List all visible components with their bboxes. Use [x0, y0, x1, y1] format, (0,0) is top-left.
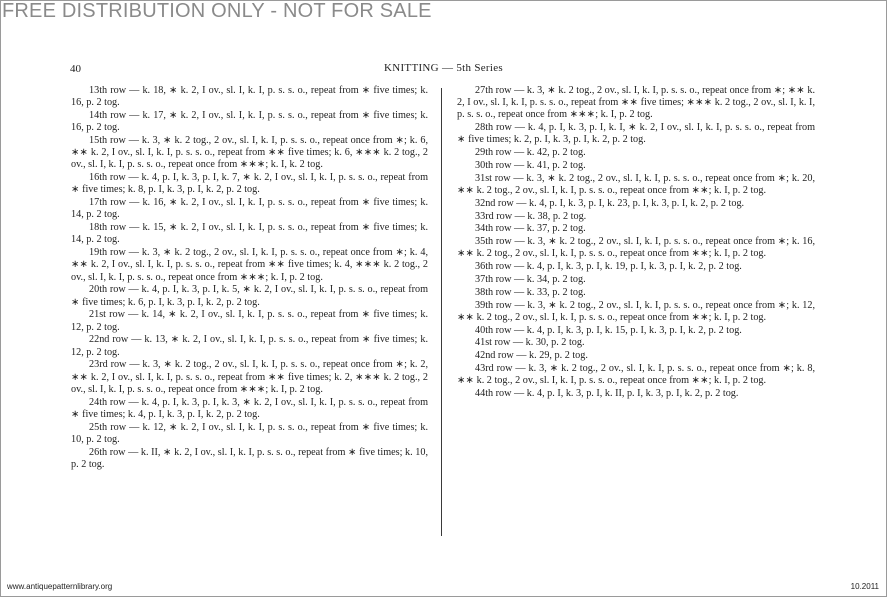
- row-instruction: 42nd row — k. 29, p. 2 tog.: [475, 350, 588, 362]
- row-instruction: 20th row — k. 4, p. I, k. 3, p. I, k. 5, ∗ k. 2, I ov., sl. I, k. I, p. s. s. o., repeat from ∗ five times; k. 6, p. I, k. 3, p. I, k. 2, p. 2 tog.: [71, 284, 428, 308]
- row-instruction: 13th row — k. 18, ∗ k. 2, I ov., sl. I, k. I, p. s. s. o., repeat from ∗ five times; k. 16, p. 2 tog.: [71, 85, 428, 109]
- row-instruction: 28th row — k. 4, p. I, k. 3, p. I, k. I, ∗ k. 2, I ov., sl. I, k. I, p. s. s. o., repeat from ∗ five times; k. 2, p. I, k. 3, p. I, k. 2, p. 2 tog.: [457, 122, 815, 146]
- row-instruction: 44th row — k. 4, p. I, k. 3, p. I, k. II, p. I, k. 3, p. I, k. 2, p. 2 tog.: [475, 387, 739, 399]
- row-instruction: 31st row — k. 3, ∗ k. 2 tog., 2 ov., sl. I, k. I, p. s. s. o., repeat once from ∗; k. 20, ∗∗ k. 2 tog., 2 ov., sl. I, k. I, p. s. s. o., repeat once from ∗∗; k. I, p. 2 tog.: [457, 172, 815, 196]
- row-instruction: 25th row — k. 12, ∗ k. 2, I ov., sl. I, k. I, p. s. s. o., repeat from ∗ five times; k. 10, p. 2 tog.: [71, 421, 428, 445]
- row-instruction: 40th row — k. 4, p. I, k. 3, p. I, k. 15, p. I, k. 3, p. I, k. 2, p. 2 tog.: [475, 324, 742, 336]
- left-column: [71, 85, 428, 472]
- row-instruction: 36th row — k. 4, p. I, k. 3, p. I, k. 19, p. I, k. 3, p. I, k. 2, p. 2 tog.: [475, 261, 742, 273]
- row-instruction: 27th row — k. 3, ∗ k. 2 tog., 2 ov., sl. I, k. I, p. s. s. o., repeat once from ∗; ∗∗ k. 2, I ov., sl. I, k. I, p. s. s. o., repeat from ∗∗ five times; ∗∗∗ k. 2 tog., 2 ov., sl. I, k. I, p. s. s. o., repeat once from ∗∗∗; k. I, p. 2 tog.: [457, 85, 815, 121]
- row-instruction: 21st row — k. 14, ∗ k. 2, I ov., sl. I, k. I, p. s. s. o., repeat from ∗ five times; k. 12, p. 2 tog.: [71, 309, 428, 333]
- row-instruction: 39th row — k. 3, ∗ k. 2 tog., 2 ov., sl. I, k. I, p. s. s. o., repeat once from ∗; k. 12, ∗∗ k. 2 tog., 2 ov., sl. I, k. I, p. s. s. o., repeat once from ∗∗; k. I, p. 2 tog.: [457, 299, 815, 323]
- running-head: KNITTING — 5th Series: [383, 62, 504, 74]
- row-instruction: 41st row — k. 30, p. 2 tog.: [475, 337, 585, 349]
- row-instruction: 26th row — k. II, ∗ k. 2, I ov., sl. I, k. I, p. s. s. o., repeat from ∗ five times; k. 10, p. 2 tog.: [71, 446, 428, 470]
- row-instruction: 34th row — k. 37, p. 2 tog.: [475, 223, 586, 235]
- footer-date: 10.2011: [850, 582, 879, 591]
- right-column: [457, 85, 815, 401]
- row-instruction: 17th row — k. 16, ∗ k. 2, I ov., sl. I, k. I, p. s. s. o., repeat from ∗ five times; k. 14, p. 2 tog.: [71, 197, 428, 221]
- row-instruction: 18th row — k. 15, ∗ k. 2, I ov., sl. I, k. I, p. s. s. o., repeat from ∗ five times; k. 14, p. 2 tog.: [71, 222, 428, 246]
- row-instruction: 32nd row — k. 4, p. I, k. 3, p. I, k. 23, p. I, k. 3, p. I, k. 2, p. 2 tog.: [475, 197, 745, 209]
- watermark: FREE DISTRIBUTION ONLY - NOT FOR SALE: [2, 0, 432, 22]
- footer-website: www.antiquepatternlibrary.org: [7, 582, 113, 591]
- row-instruction: 15th row — k. 3, ∗ k. 2 tog., 2 ov., sl. I, k. I, p. s. s. o., repeat once from ∗; k. 6, ∗∗ k. 2, I ov., sl. I, k. I, p. s. s. o., repeat from ∗∗ five times; k. 6, ∗∗∗ k. 2 tog., 2 ov., sl. I, k. I, p. s. s. o., repeat once from ∗∗∗; k. I, k. 2 tog.: [71, 135, 428, 171]
- row-instruction: 38th row — k. 33, p. 2 tog.: [475, 286, 586, 298]
- row-instruction: 22nd row — k. 13, ∗ k. 2, I ov., sl. I, k. I, p. s. s. o., repeat from ∗ five times; k. 12, p. 2 tog.: [71, 334, 428, 358]
- row-instruction: 37th row — k. 34, p. 2 tog.: [475, 273, 586, 285]
- row-instruction: 23rd row — k. 3, ∗ k. 2 tog., 2 ov., sl. I, k. I, p. s. s. o., repeat once from ∗; k. 2, ∗∗ k. 2, I ov., sl. I, k. I, p. s. s. o., repeat from ∗∗ five times; k. 2, ∗∗∗ k. 2 tog., 2 ov., sl. I, k. I, p. s. s. o., repeat once from ∗∗∗; k. I, p. 2 tog.: [71, 359, 428, 395]
- row-instruction: 19th row — k. 3, ∗ k. 2 tog., 2 ov., sl. I, k. I, p. s. s. o., repeat once from ∗; k. 4, ∗∗ k. 2, I ov., sl. I, k. I, p. s. s. o., repeat from ∗∗ five times; k. 4, ∗∗∗ k. 2 tog., 2 ov., sl. I, k. I, p. s. s. o., repeat once from ∗∗∗; k. I, p. 2 tog.: [71, 247, 428, 283]
- row-instruction: 14th row — k. 17, ∗ k. 2, I ov., sl. I, k. I, p. s. s. o., repeat from ∗ five times; k. 16, p. 2 tog.: [71, 110, 428, 134]
- row-instruction: 24th row — k. 4, p. I, k. 3, p. I, k. 3, ∗ k. 2, I ov., sl. I, k. I, p. s. s. o., repeat from ∗ five times; k. 4, p. I, k. 3, p. I, k. 2, p. 2 tog.: [71, 396, 428, 420]
- row-instruction: 33rd row — k. 38, p. 2 tog.: [475, 210, 587, 222]
- row-instruction: 30th row — k. 41, p. 2 tog.: [475, 160, 586, 171]
- row-instruction: 29th row — k. 42, p. 2 tog.: [475, 147, 586, 159]
- row-instruction: 35th row — k. 3, ∗ k. 2 tog., 2 ov., sl. I, k. I, p. s. s. o., repeat once from ∗; k. 16, ∗∗ k. 2 tog., 2 ov., sl. I, k. I, p. s. s. o., repeat once from ∗∗; k. I, p. 2 tog.: [457, 236, 815, 260]
- column-divider: [441, 88, 442, 536]
- page-number: 40: [70, 63, 81, 75]
- row-instruction: 43rd row — k. 3, ∗ k. 2 tog., 2 ov., sl. I, k. I, p. s. s. o., repeat once from ∗; k. 8, ∗∗ k. 2 tog., 2 ov., sl. I, k. I, p. s. s. o., repeat once from ∗∗; k. I, p. 2 tog.: [457, 362, 815, 387]
- row-instruction: 16th row — k. 4, p. I, k. 3, p. I, k. 7, ∗ k. 2, I ov., sl. I, k. I, p. s. s. o., repeat from ∗ five times; k. 8, p. I, k. 3, p. I, k. 2, p. 2 tog.: [71, 172, 428, 196]
